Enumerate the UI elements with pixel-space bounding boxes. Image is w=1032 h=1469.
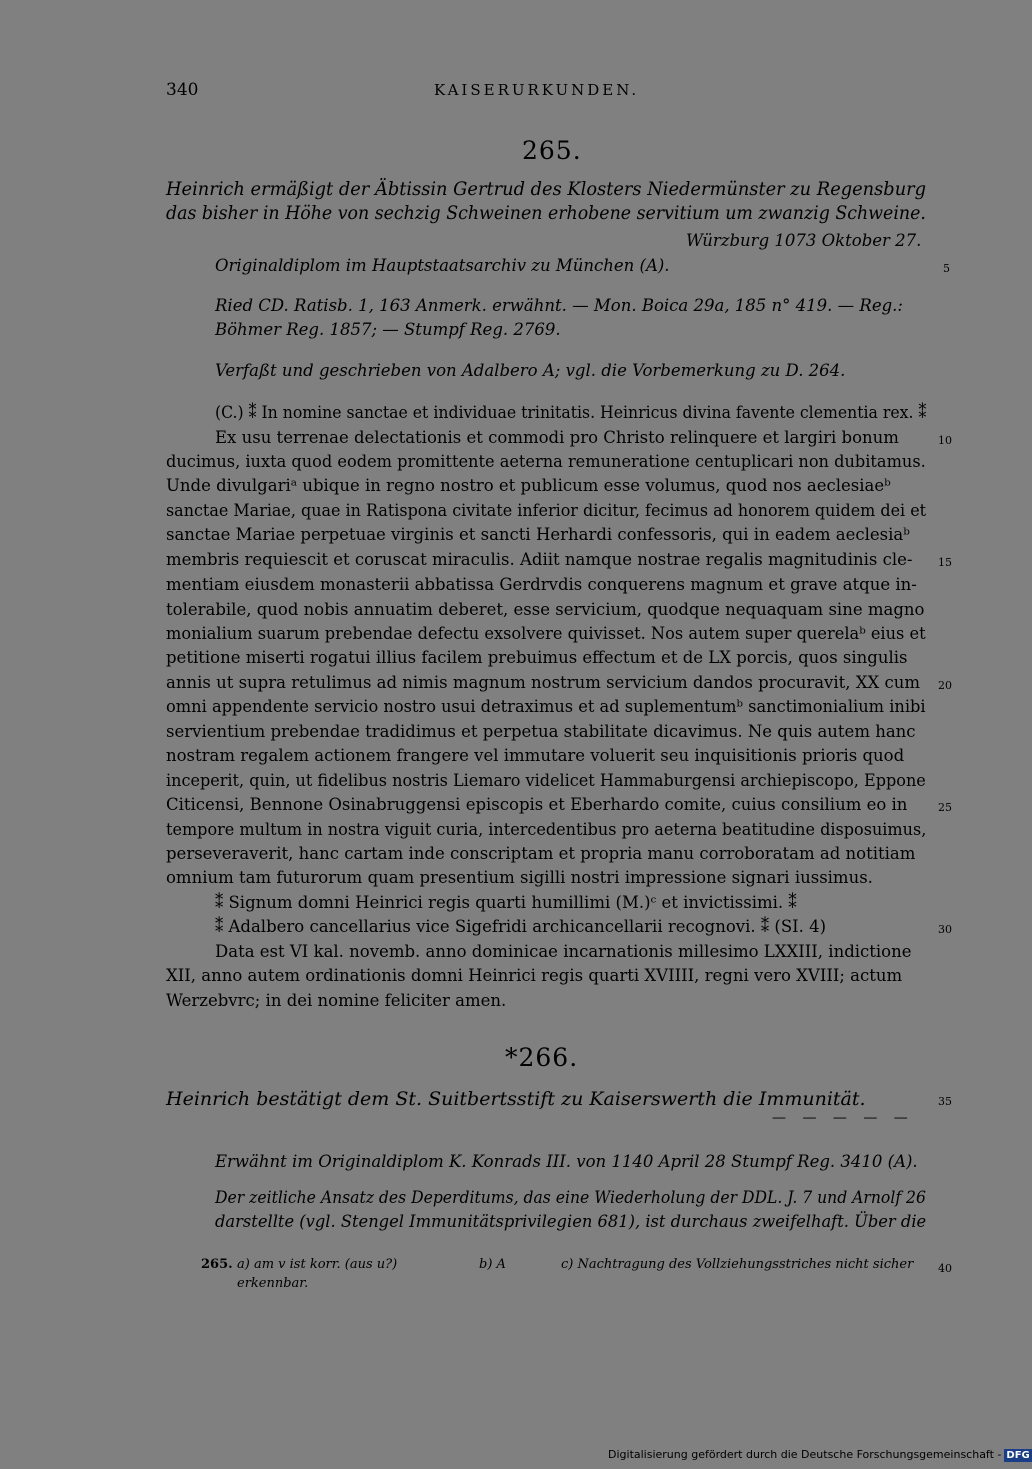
deperditum-dashes: — — — — — bbox=[772, 1110, 914, 1126]
line-number: 5 bbox=[943, 262, 950, 275]
text-line: monialium suarum prebendae defectu exsolvere quivisset. Nos autem super querelaᵇ eius et bbox=[166, 624, 926, 643]
footnote-label: 265. bbox=[201, 1257, 233, 1272]
text-line: nostram regalem actionem frangere vel immutare voluerit seu inquisitionis prioris quod bbox=[166, 746, 905, 765]
dating-line: XII, anno autem ordinationis domni Heinrici regis quarti XVIIII, regni vero XVIII; actum bbox=[166, 966, 903, 985]
text-line: sanctae Mariae perpetuae virginis et sancti Herhardi confessoris, qui in eadem aeclesiaᵇ bbox=[166, 525, 910, 544]
text-line: annis ut supra retulimus ad nimis magnum nostrum servicium dandos procuravit, XX cum bbox=[166, 673, 921, 692]
mention-note: Erwähnt im Originaldiplom K. Konrads III. von 1140 April 28 Stumpf Reg. 3410 (A). bbox=[215, 1152, 918, 1171]
signum-line: ⁑ Signum domni Heinrici regis quarti humillimi (M.)ᶜ et invictissimi. ⁑ bbox=[215, 893, 797, 912]
text-line: inceperit, quin, ut fidelibus nostris Liemaro videlicet Hammaburgensi archiepiscopo, Eppone bbox=[166, 771, 926, 790]
text-line: tempore multum in nostra viguit curia, intercedentibus pro aeterna beatitudine disposuimus, bbox=[166, 820, 927, 839]
line-number: 15 bbox=[938, 556, 952, 569]
footnote-b: b) A bbox=[479, 1257, 506, 1272]
line-number: 25 bbox=[938, 801, 952, 814]
line-number: 40 bbox=[938, 1262, 952, 1275]
footnote-a-continuation: erkennbar. bbox=[237, 1276, 309, 1291]
text-line: servientium prebendae tradidimus et perpetua stabilitate dicavimus. Ne quis autem hanc bbox=[166, 722, 916, 741]
line-number: 35 bbox=[938, 1095, 952, 1108]
commentary-line-2: darstellte (vgl. Stengel Immunitätsprivilegien 681), ist durchaus zweifelhaft. Über die bbox=[215, 1212, 927, 1231]
text-line: Ex usu terrenae delectationis et commodi pro Christo relinquere et largiri bonum bbox=[215, 428, 899, 447]
text-line: petitione miserti rogatui illius facilem prebuimus effectum et de LX porcis, quos singulis bbox=[166, 648, 908, 667]
source-note: Originaldiplom im Hauptstaatsarchiv zu München (A). bbox=[215, 256, 670, 275]
document-title-line-1: Heinrich ermäßigt der Äbtissin Gertrud des Klosters Niedermünster zu Regensburg bbox=[166, 178, 927, 200]
recognition-line: ⁑ Adalbero cancellarius vice Sigefridi archicancellarii recognovi. ⁑ (SI. 4) bbox=[215, 917, 827, 936]
line-number: 10 bbox=[938, 434, 952, 447]
document-title-line-2: das bisher in Höhe von sechzig Schweinen erhobene servitium um zwanzig Schweine. bbox=[166, 202, 926, 224]
text-line: Unde divulgariᵃ ubique in regno nostro et publicum esse volumus, quod nos aeclesiaeᵇ bbox=[166, 476, 891, 495]
literature-note-line-1: Ried CD. Ratisb. 1, 163 Anmerk. erwähnt. — Mon. Boica 29a, 185 n° 419. — Reg.: bbox=[215, 296, 903, 315]
text-line: membris requiescit et coruscat miraculis. Adiit namque nostrae regalis magnitudinis cle- bbox=[166, 550, 913, 569]
dating-line: Data est VI kal. novemb. anno dominicae incarnationis millesimo LXXIII, indictione bbox=[215, 942, 912, 961]
text-line: omni appendente servicio nostro usui detraximus et ad suplementumᵇ sanctimonialium inibi bbox=[166, 697, 926, 716]
line-number: 30 bbox=[938, 923, 952, 936]
running-title: KAISERURKUNDEN. bbox=[434, 81, 640, 99]
footnote-a: a) am v ist korr. (aus u?) bbox=[237, 1257, 398, 1272]
dfg-logo: DFG bbox=[1006, 1449, 1030, 1461]
digitization-credit bbox=[608, 1448, 1032, 1462]
document-title-266: Heinrich bestätigt dem St. Suitbertsstift zu Kaiserswerth die Immunität. bbox=[166, 1088, 866, 1110]
text-line: sanctae Mariae, quae in Ratispona civitate inferior dicitur, fecimus ad honorem quidem dei et bbox=[166, 501, 927, 520]
page-number: 340 bbox=[166, 80, 199, 100]
footnote-c: c) Nachtragung des Vollziehungsstriches nicht sicher bbox=[561, 1257, 914, 1272]
dating-line: Werzebvrc; in dei nomine feliciter amen. bbox=[166, 991, 507, 1010]
text-line: perseveraverit, hanc cartam inde conscriptam et propria manu corroboratam ad notitiam bbox=[166, 844, 916, 863]
document-number-266: *266. bbox=[505, 1043, 579, 1072]
document-number-265: 265. bbox=[522, 136, 582, 165]
line-number: 20 bbox=[938, 679, 952, 692]
authorship-note: Verfaßt und geschrieben von Adalbero A; vgl. die Vorbemerkung zu D. 264. bbox=[215, 361, 846, 380]
text-line: (C.) ⁑ In nomine sanctae et individuae trinitatis. Heinricus divina favente clementia rex. ⁑ bbox=[215, 403, 927, 422]
document-date: Würzburg 1073 Oktober 27. bbox=[686, 231, 922, 250]
text-line: omnium tam futurorum quam presentium sigilli nostri impressione signari iussimus. bbox=[166, 868, 873, 887]
commentary-line-1: Der zeitliche Ansatz des Deperditums, das eine Wiederholung der DDL. J. 7 und Arnolf 26 bbox=[215, 1188, 926, 1207]
literature-note-line-2: Böhmer Reg. 1857; — Stumpf Reg. 2769. bbox=[215, 320, 561, 339]
text-line: ducimus, iuxta quod eodem promittente aeterna remuneratione centuplicari non dubitamus. bbox=[166, 452, 926, 471]
text-line: tolerabile, quod nobis annuatim deberet, esse servicium, quodque nequaquam sine magno bbox=[166, 600, 925, 619]
credit-text: Digitalisierung gefördert durch die Deutsche Forschungsgemeinschaft - bbox=[608, 1448, 1002, 1461]
text-line: Citicensi, Bennone Osinabruggensi episcopis et Eberhardo comite, cuius consilium eo in bbox=[166, 795, 908, 814]
text-line: mentiam eiusdem monasterii abbatissa Gerdrvdis conquerens magnum et grave atque in- bbox=[166, 575, 917, 594]
